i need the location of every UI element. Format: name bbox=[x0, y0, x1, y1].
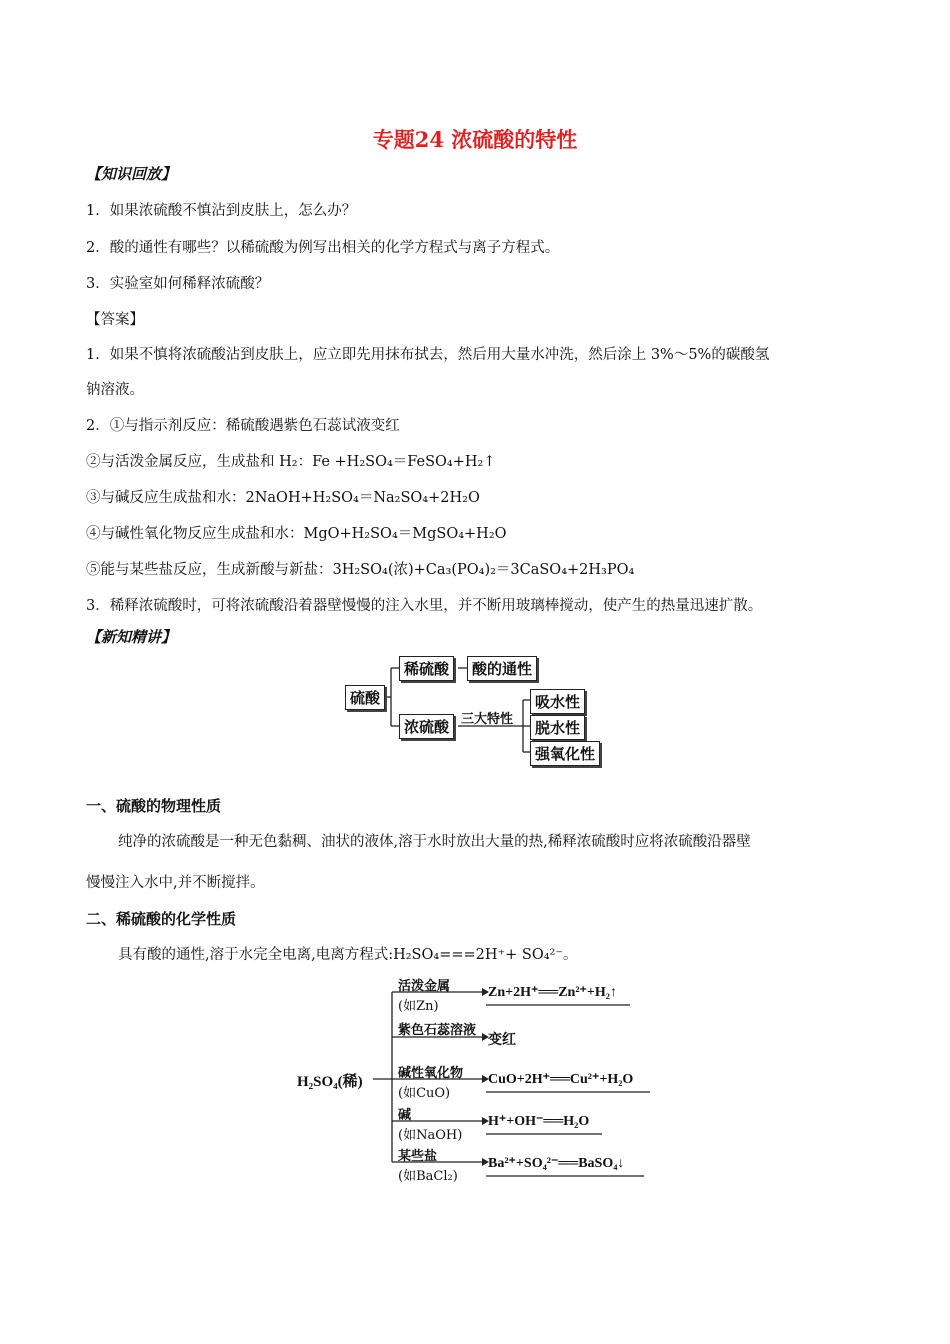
answer-heading: 【答案】 bbox=[86, 312, 144, 328]
answer-2-intro: 2．①与指示剂反应：稀硫酸遇紫色石蕊试液变红 bbox=[86, 418, 400, 434]
answer-3: 3．稀释浓硫酸时，可将浓硫酸沿着器壁慢慢的注入水里，并不断用玻璃棒搅动，使产生的热量迅速扩散。 bbox=[86, 598, 763, 614]
branch-1-label: 活泼金属 bbox=[398, 979, 451, 994]
branch-4-sub: (如NaOH) bbox=[398, 1128, 463, 1143]
branch-2-result: 变红 bbox=[488, 1033, 516, 1048]
answer-2-item-5: ⑤能与某些盐反应，生成新酸与新盐：3H₂SO₄(浓)+Ca₃(PO₄)₂＝3CaSO₄+2H₃PO₄ bbox=[86, 562, 635, 578]
tree-root-box: 硫酸 bbox=[345, 685, 385, 710]
page-title: 专题24 浓硫酸的特性 bbox=[372, 127, 578, 152]
branch-1-sub: (如Zn) bbox=[398, 999, 439, 1014]
branch-2-label: 紫色石蕊溶液 bbox=[398, 1023, 477, 1038]
question-1: 1．如果浓硫酸不慎沾到皮肤上，怎么办？ bbox=[86, 203, 357, 219]
branch-5-sub: (如BaCl₂) bbox=[398, 1169, 458, 1184]
question-2: 2．酸的通性有哪些？以稀硫酸为例写出相关的化学方程式与离子方程式。 bbox=[86, 240, 560, 256]
review-heading: 【知识回放】 bbox=[86, 165, 177, 183]
branch-3-sub: (如CuO) bbox=[398, 1086, 451, 1101]
branch-4-label: 碱 bbox=[398, 1108, 412, 1123]
branch-5-result: Ba²⁺+SO₄²⁻══BaSO₄↓ bbox=[488, 1156, 625, 1171]
branch-4-result: H⁺+OH⁻══H₂O bbox=[488, 1114, 590, 1129]
physical-para-line-1: 纯净的浓硫酸是一种无色黏稠、油状的液体,溶于水时放出大量的热,稀释浓硫酸时应将浓硫酸沿器壁 bbox=[118, 834, 751, 850]
question-3: 3．实验室如何稀释浓硫酸？ bbox=[86, 276, 270, 292]
tree-prop-3-box: 强氧化性 bbox=[530, 741, 600, 766]
branch-3-result: CuO+2H⁺══Cu²⁺+H₂O bbox=[488, 1072, 634, 1087]
tree-prop-1-box: 吸水性 bbox=[530, 689, 585, 714]
branch-5-label: 某些盐 bbox=[398, 1149, 438, 1164]
tree-dilute-box: 稀硫酸 bbox=[399, 656, 454, 681]
physical-heading: 一、硫酸的物理性质 bbox=[86, 797, 222, 815]
tree-conc-box: 浓硫酸 bbox=[399, 714, 454, 739]
answer-1-line-2: 钠溶液。 bbox=[86, 382, 144, 398]
tree-three-label: 三大特性 bbox=[461, 712, 514, 727]
answer-2-item-4: ④与碱性氧化物反应生成盐和水：MgO+H₂SO₄＝MgSO₄+H₂O bbox=[86, 526, 507, 542]
answer-2-item-2: ②与活泼金属反应，生成盐和 H₂：Fe +H₂SO₄＝FeSO₄+H₂↑ bbox=[86, 454, 496, 470]
reaction-root: H₂SO₄(稀) bbox=[297, 1074, 363, 1090]
answer-1-line-1: 1．如果不慎将浓硫酸沾到皮肤上，应立即先用抹布拭去，然后用大量水冲洗，然后涂上 3%～5%的碳酸氢 bbox=[86, 347, 770, 363]
tree-prop-2-box: 脱水性 bbox=[530, 715, 585, 740]
chemical-intro: 具有酸的通性,溶于水完全电离,电离方程式:H₂SO₄===2H⁺+ SO₄²⁻。 bbox=[118, 947, 578, 963]
branch-3-label: 碱性氧化物 bbox=[398, 1066, 464, 1081]
chemical-heading: 二、稀硫酸的化学性质 bbox=[86, 910, 237, 928]
branch-1-result: Zn+2H⁺══Zn²⁺+H₂↑ bbox=[488, 985, 617, 1000]
answer-2-item-3: ③与碱反应生成盐和水：2NaOH+H₂SO₄＝Na₂SO₄+2H₂O bbox=[86, 490, 480, 506]
tree-dilute-prop-box: 酸的通性 bbox=[467, 656, 537, 681]
physical-para-line-2: 慢慢注入水中,并不断搅拌。 bbox=[86, 875, 265, 891]
new-knowledge-heading: 【新知精讲】 bbox=[86, 628, 177, 646]
